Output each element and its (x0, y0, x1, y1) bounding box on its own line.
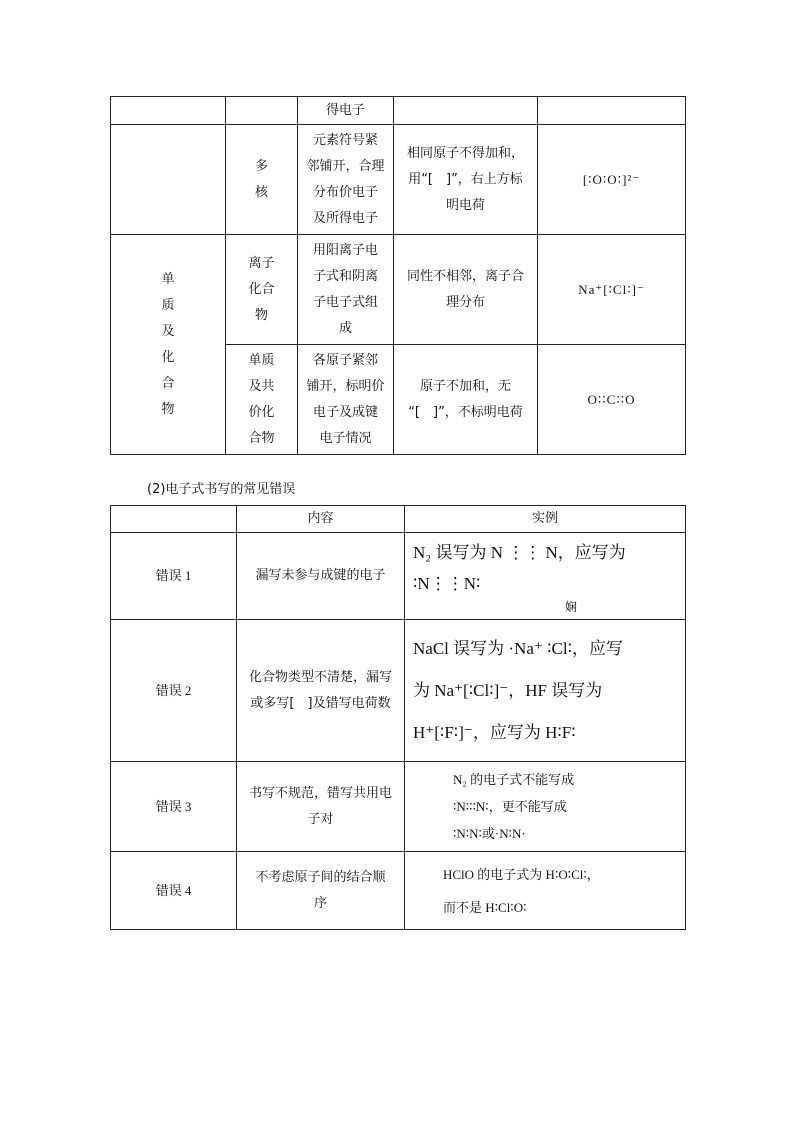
table-cell (538, 97, 686, 125)
table-cell: 用阳离子电 子式和阴离 子电子式组 成 (298, 235, 394, 345)
electron-formula-table (110, 96, 686, 455)
section-caption: (2)电子式书写的常见错误 (147, 482, 296, 497)
common-errors-table (110, 505, 686, 930)
error-example (405, 620, 686, 762)
example-text: NaCl 误写为 ·Na⁺ ∶Cl∶，应写 为 Na⁺[∶Cl∶]⁻，HF 误写为 H⁺[∶F∶]⁻，应写为 H∶F∶ (413, 638, 624, 742)
table-cell: 元素符号紧 邻铺开，合理 分布价电子 及所得电子 (298, 125, 394, 235)
error-example (405, 533, 686, 620)
table-cell: 多 核 (226, 125, 298, 235)
table-row (111, 97, 686, 125)
column-header (111, 506, 237, 533)
table-cell: 相同原子不得加和， 用“[ ]”，右上方标 明电荷 (394, 125, 538, 235)
table-row (111, 533, 686, 620)
example-text: N₂ 误写为 N ⋮⋮ N，应写为 ∶N⋮⋮N∶ (413, 543, 626, 593)
table-cell: 同性不相邻，离子合 理分布 (394, 235, 538, 345)
column-header: 实例 (405, 506, 686, 533)
table-row (111, 762, 686, 852)
column-header: 内容 (237, 506, 405, 533)
error-label: 错误 2 (111, 620, 237, 762)
table-header-row (111, 506, 686, 533)
nacl-formula: Na⁺[∶Cl∶]⁻ (538, 235, 686, 345)
table-cell (111, 125, 226, 235)
error-label: 错误 4 (111, 852, 237, 930)
table-row (111, 620, 686, 762)
error-example (405, 762, 686, 852)
table-row (111, 235, 686, 345)
error-content: 化合物类型不清楚，漏写 或多写[ ]及错写电荷数 (237, 620, 405, 762)
table-cell: 各原子紧邻 铺开，标明价 电子及成键 电子情况 (298, 345, 394, 455)
error-content: 书写不规范，错写共用电 子对 (237, 762, 405, 852)
error-label: 错误 1 (111, 533, 237, 620)
table-cell: 单质 及共 价化 合物 (226, 345, 298, 455)
group-label: 单 质 及 化 合 物 (111, 235, 226, 455)
example-text: N₂ 的电子式不能写成 ∶N∶∶∶N∶，更不能写成 ∶N∶N∶或·N∶N· (453, 772, 575, 841)
error-content: 不考虑原子间的结合顺 序 (237, 852, 405, 930)
table-cell (394, 97, 538, 125)
table-row (111, 852, 686, 930)
table-cell (226, 97, 298, 125)
error-example (405, 852, 686, 930)
example-note: 娴 (564, 600, 577, 614)
co2-formula: O∶∶C∶∶O (538, 345, 686, 455)
table-cell: 原子不加和，无 “[ ]”，不标明电荷 (394, 345, 538, 455)
error-label: 错误 3 (111, 762, 237, 852)
example-text: HClO 的电子式为 H∶O∶Cl∶， 而不是 H∶Cl∶O∶ (443, 866, 600, 915)
error-content: 漏写未参与成键的电子 (237, 533, 405, 620)
table-cell: 得电子 (298, 97, 394, 125)
table-cell (111, 97, 226, 125)
table-row (111, 125, 686, 235)
table-cell: 离子 化合 物 (226, 235, 298, 345)
peroxide-formula: [∶O∶O∶]²⁻ (538, 125, 686, 235)
